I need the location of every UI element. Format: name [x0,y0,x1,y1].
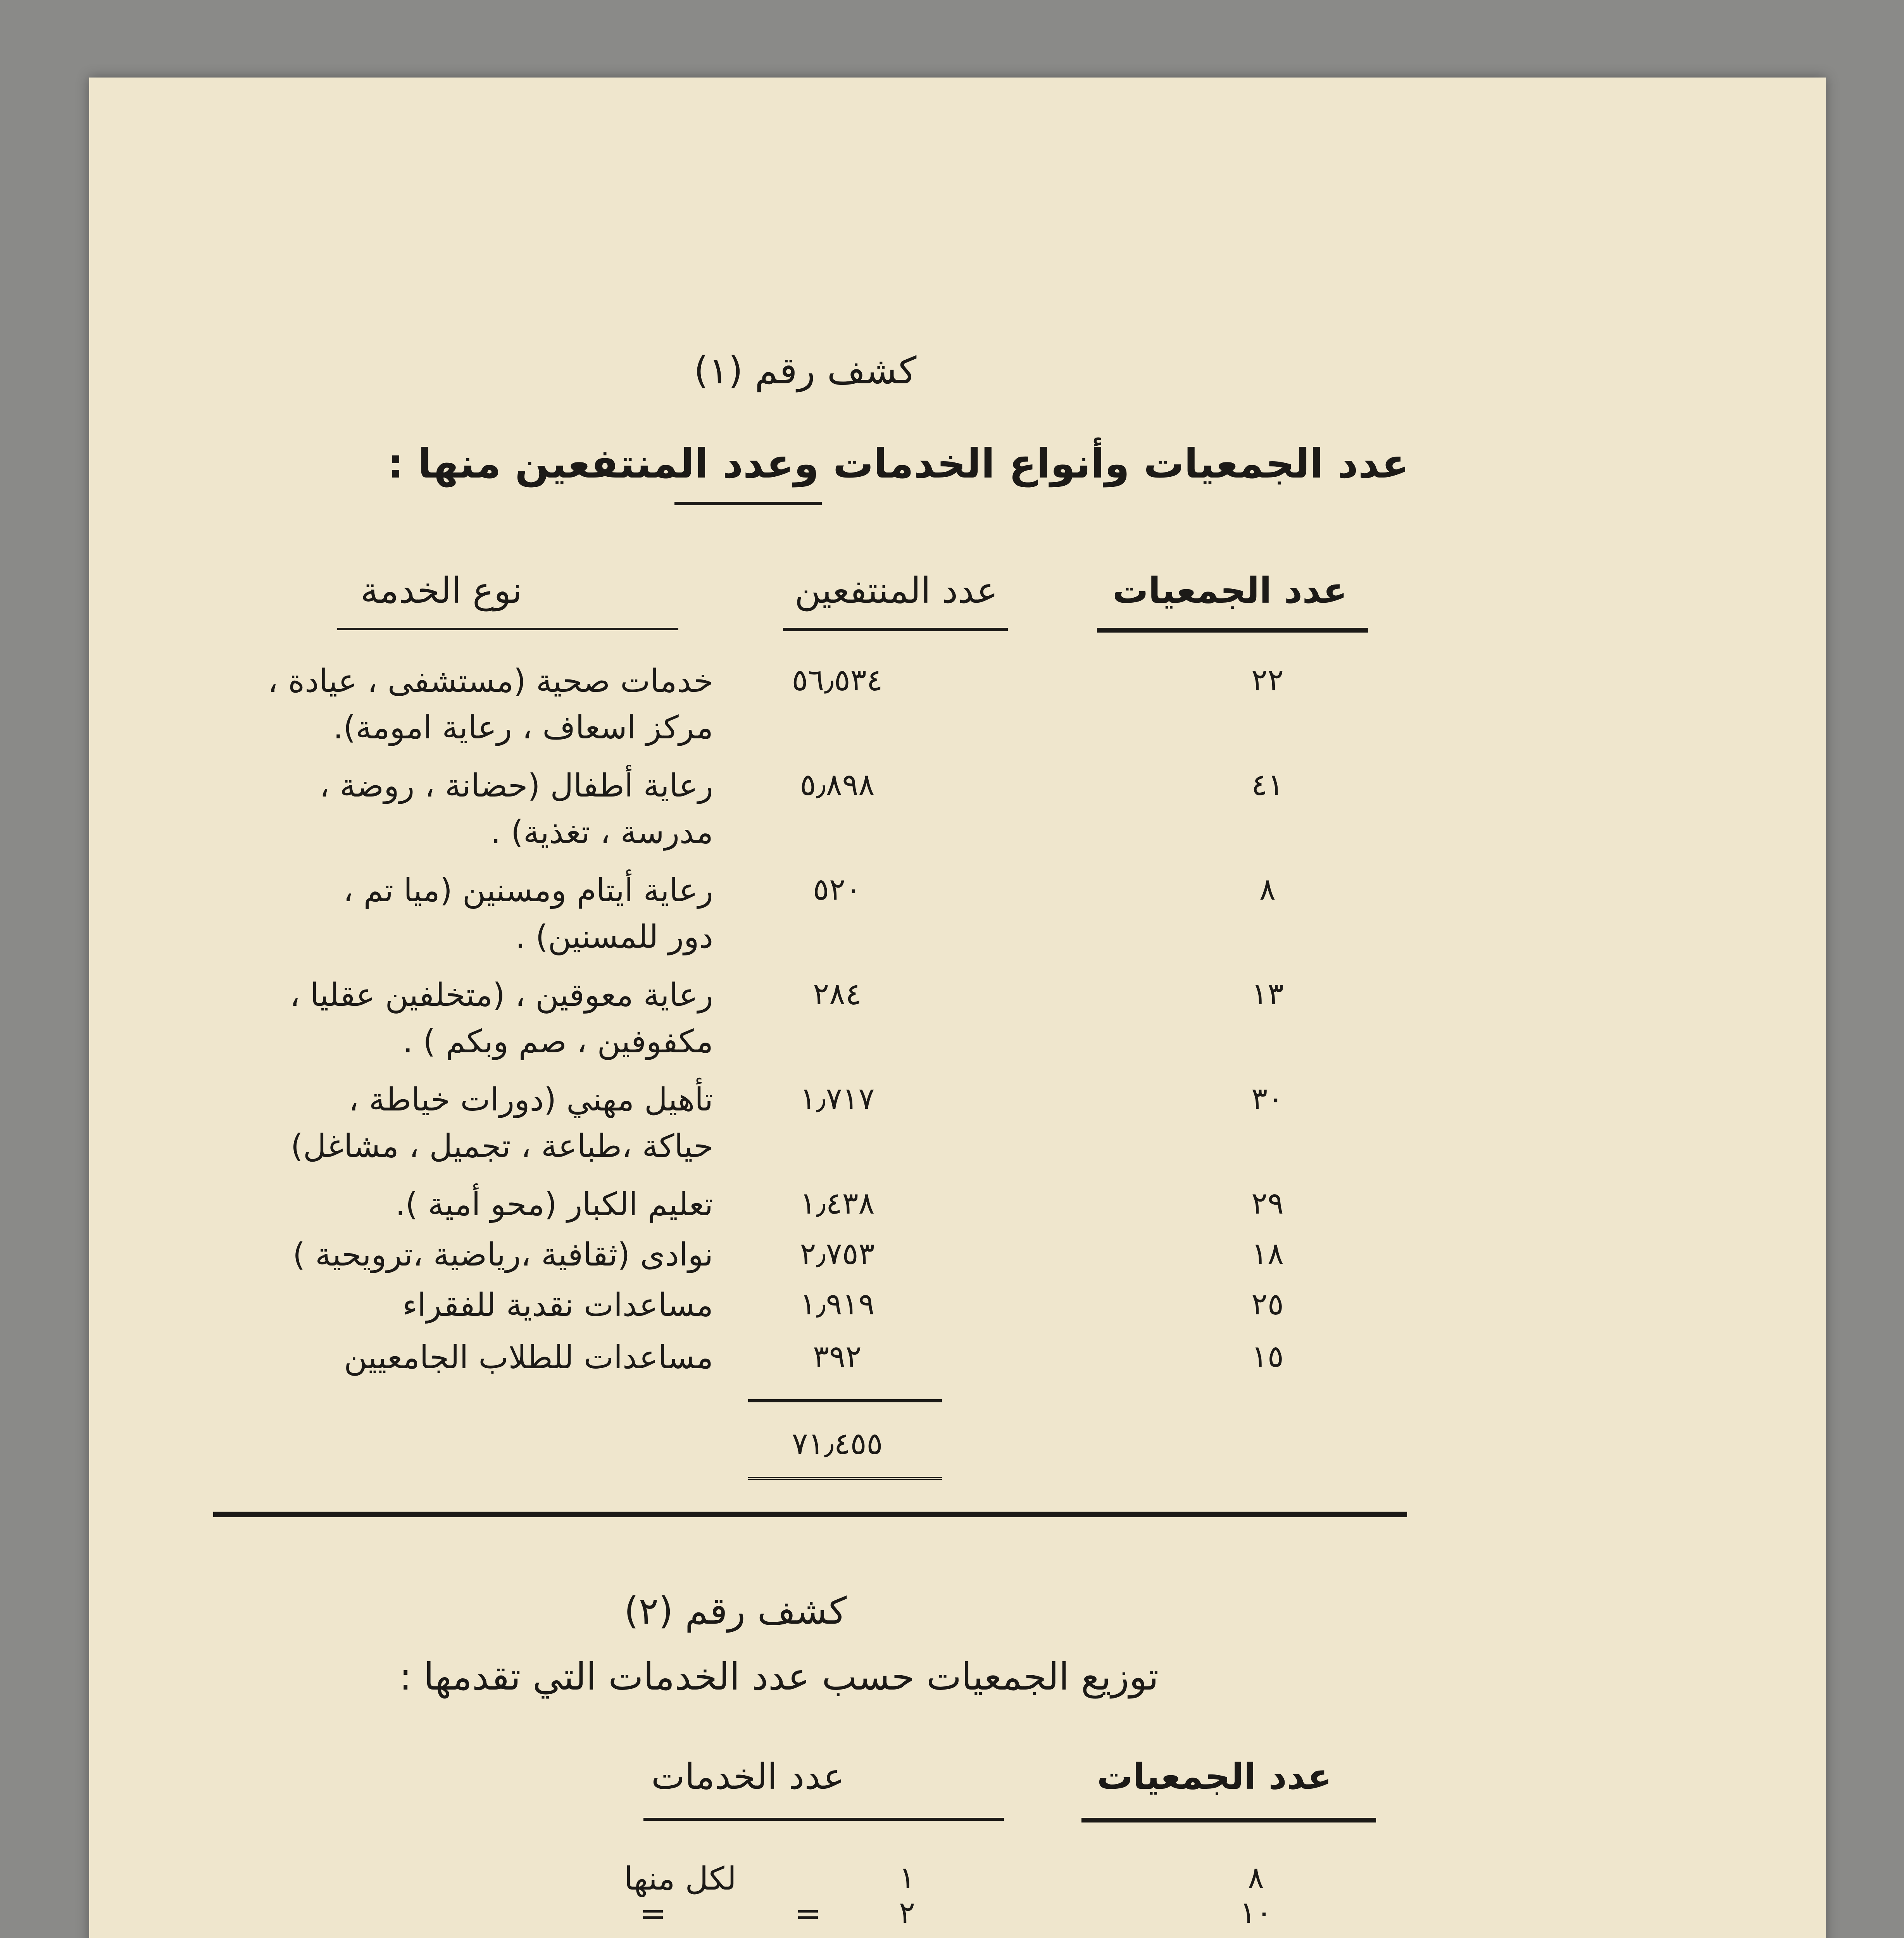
row-service-line1: تأهيل مهني (دورات خياطة ، [348,1081,713,1118]
heading-underline [674,502,822,505]
row-beneficiaries: ٣٩٢ [813,1339,862,1374]
s2-ditto-mark: = [795,1895,821,1932]
s2-col-services-underline [643,1818,1004,1821]
s2-ditto-mark: = [640,1895,666,1932]
row-service-line2: مركز اسعاف ، رعاية امومة). [333,709,713,746]
s2-col-services: عدد الخدمات [651,1756,845,1797]
row-service-line2: دور للمسنين) . [515,919,713,955]
col-service-type: نوع الخدمة [360,570,523,611]
row-associations: ١٣ [1251,977,1284,1012]
row-associations: ٢٩ [1251,1186,1284,1221]
col-associations-underline [1097,628,1368,633]
row-beneficiaries: ٢٫٧٥٣ [800,1236,875,1271]
total-beneficiaries: ٧١٫٤٥٥ [792,1426,883,1461]
s2-row-associations: ١٠ [1240,1895,1272,1930]
row-associations: ١٥ [1251,1339,1284,1374]
sheet1-title: كشف رقم (١) [694,349,917,392]
row-associations: ٨ [1259,872,1276,907]
s2-first-suffix: لكل منها [624,1860,736,1897]
s2-col-associations: عدد الجمعيات [1097,1756,1332,1797]
row-service-line1: مساعدات للطلاب الجامعيين [344,1339,713,1376]
row-associations: ٣٠ [1251,1081,1284,1116]
s2-row-services: ١ [899,1860,915,1895]
row-service-line1: تعليم الكبار (محو أمية ). [395,1186,713,1223]
sheet2-title: كشف رقم (٢) [624,1589,847,1633]
s2-row-associations: ٨ [1248,1860,1264,1895]
row-beneficiaries: ٥٦٫٥٣٤ [792,663,883,698]
s2-row-services: ٢ [899,1895,915,1930]
row-service-line1: نوادى (ثقافية ،رياضية ،ترويحية ) [293,1236,713,1273]
row-service-line1: رعاية أيتام ومسنين (ميا تم ، [343,872,713,909]
row-service-line1: خدمات صحية (مستشفى ، عيادة ، [267,663,713,700]
row-associations: ٤١ [1251,767,1284,802]
s2-col-associations-underline [1081,1818,1376,1822]
row-service-line1: رعاية معوقين ، (متخلفين عقليا ، [290,977,713,1014]
document-page [89,78,1826,1938]
row-associations: ٢٢ [1251,663,1284,698]
row-service-line2: مكفوفين ، صم وبكم ) . [403,1023,713,1060]
total-double-rule [748,1477,942,1480]
row-associations: ١٨ [1251,1236,1284,1271]
col-associations: عدد الجمعيات [1112,570,1347,611]
sum-rule [748,1399,942,1402]
sheet1-heading: عدد الجمعيات وأنواع الخدمات وعدد المنتفعين منها : [388,440,1409,487]
col-service-type-underline [337,628,678,630]
row-service-line2: حياكة ،طباعة ، تجميل ، مشاغل) [290,1128,713,1165]
row-beneficiaries: ٥٫٨٩٨ [800,767,875,802]
row-beneficiaries: ٢٨٤ [813,977,862,1012]
row-associations: ٢٥ [1251,1287,1284,1322]
section-divider [213,1512,1407,1517]
col-beneficiaries-underline [783,628,1008,631]
row-beneficiaries: ٥٢٠ [813,872,862,907]
col-beneficiaries: عدد المنتفعين [795,570,998,611]
row-service-line1: مساعدات نقدية للفقراء [402,1287,713,1324]
row-beneficiaries: ١٫٩١٩ [800,1287,875,1322]
row-beneficiaries: ١٫٤٣٨ [800,1186,875,1221]
row-service-line2: مدرسة ، تغذية) . [490,814,713,851]
row-service-line1: رعاية أطفال (حضانة ، روضة ، [319,767,713,804]
sheet2-heading: توزيع الجمعيات حسب عدد الخدمات التي تقدمها : [399,1655,1159,1698]
row-beneficiaries: ١٫٧١٧ [800,1081,875,1116]
